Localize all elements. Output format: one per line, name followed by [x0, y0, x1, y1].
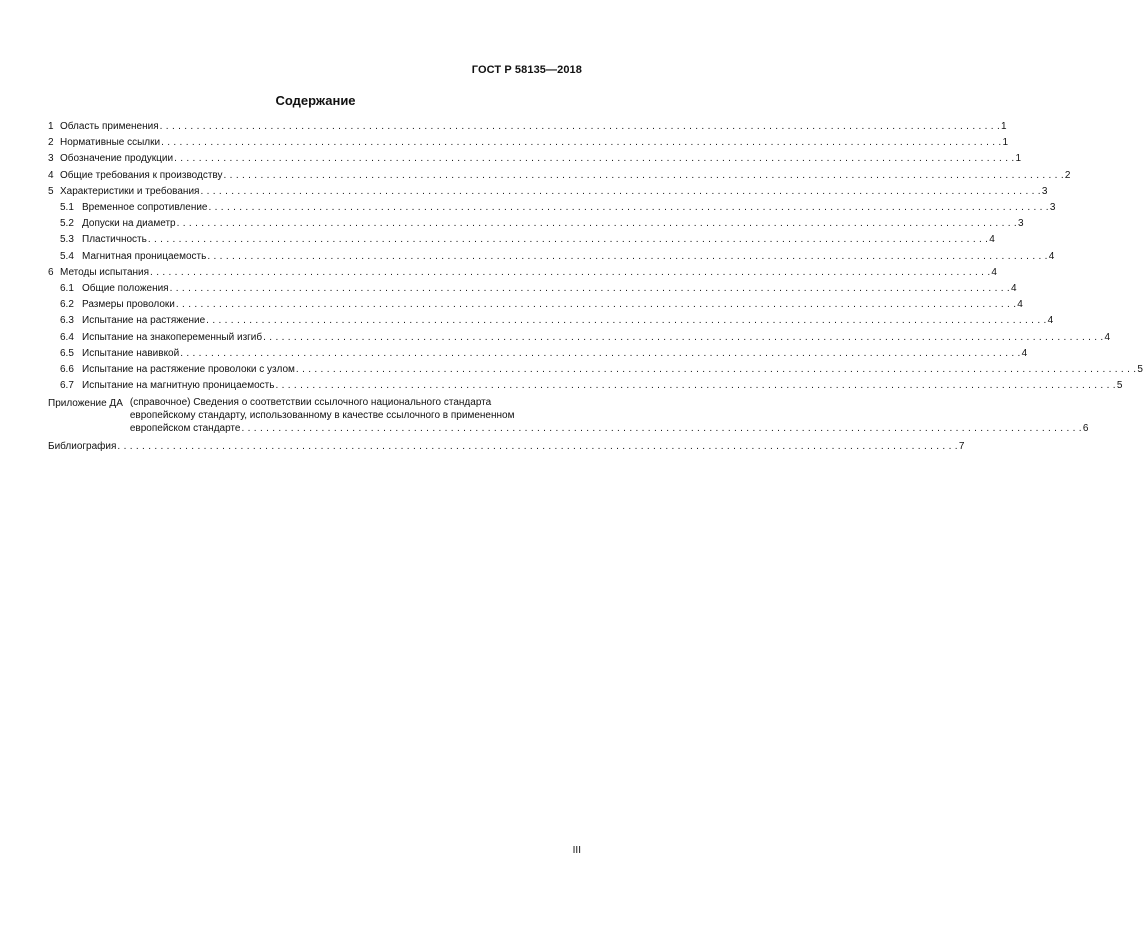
- toc-entry-number: 5.1: [60, 202, 74, 214]
- toc-entry-label: Библиография: [48, 441, 117, 453]
- toc-entry-page: 4: [1010, 283, 1017, 295]
- toc-entry-page: 3: [1017, 218, 1024, 230]
- dot-leader: [161, 135, 1001, 151]
- appendix-prefix: Приложение ДА: [48, 398, 123, 410]
- toc-entry-label: Пластичность: [82, 234, 147, 246]
- document-code: ГОСТ Р 58135—2018: [471, 64, 582, 76]
- toc-entry[interactable]: [48, 184, 1048, 200]
- dot-leader: [176, 297, 1016, 313]
- toc-entry-label: Испытание на знакопеременный изгиб: [82, 331, 263, 343]
- toc-entry-page: 4: [1048, 250, 1055, 262]
- toc-entry-number: 6.2: [60, 299, 74, 311]
- toc-appendix-entry[interactable]: [48, 396, 1089, 435]
- appendix-line: европейском стандарте: [129, 423, 241, 435]
- dot-leader: [207, 249, 1047, 265]
- dot-leader: [117, 439, 957, 455]
- toc-entry-page: 4: [1021, 347, 1028, 359]
- toc-entry-page: 1: [1002, 137, 1009, 149]
- toc-subentry[interactable]: [48, 216, 1024, 232]
- toc-entry-number: 3: [48, 153, 54, 165]
- toc-subentry[interactable]: [48, 330, 1111, 346]
- dot-leader: [208, 200, 1048, 216]
- toc-entry-label: Нормативные ссылки: [60, 137, 161, 149]
- toc-entry-label: Испытание навивкой: [82, 347, 180, 359]
- toc-entry-number: 4: [48, 169, 54, 181]
- toc-entry-page: 4: [1104, 331, 1111, 343]
- toc-entry-number: 2: [48, 137, 54, 149]
- dot-leader: [263, 330, 1103, 346]
- appendix-line: (справочное) Сведения о соответствии ссылочного национального стандарта: [129, 397, 492, 409]
- dot-leader: [275, 378, 1115, 394]
- toc-entry-label: Испытание на растяжение: [82, 315, 206, 327]
- dot-leader: [160, 119, 1000, 135]
- dot-leader: [150, 265, 990, 281]
- page-number: III: [572, 845, 581, 856]
- toc-subentry[interactable]: [48, 200, 1056, 216]
- table-of-contents: [48, 119, 1143, 456]
- toc-entry-number: 6.6: [60, 364, 74, 376]
- toc-entry-label: Обозначение продукции: [60, 153, 174, 165]
- dot-leader: [206, 313, 1046, 329]
- toc-entry-label: Магнитная проницаемость: [82, 250, 207, 262]
- toc-entry-label: Допуски на диаметр: [82, 218, 176, 230]
- toc-entry-number: 6.3: [60, 315, 74, 327]
- toc-subentry[interactable]: [48, 297, 1023, 313]
- toc-entry-label: Общие положения: [82, 283, 169, 295]
- toc-title: Содержание: [275, 93, 356, 108]
- toc-entry-page: 6: [1082, 423, 1089, 435]
- toc-entry-page: 2: [1064, 169, 1071, 181]
- toc-subentry[interactable]: [48, 232, 995, 248]
- toc-entry-number: 5: [48, 185, 54, 197]
- dot-leader: [148, 232, 988, 248]
- toc-entry-number: 5.2: [60, 218, 74, 230]
- toc-entry-number: 5.3: [60, 234, 74, 246]
- dot-leader: [200, 184, 1040, 200]
- toc-entry-label: Испытание на растяжение проволоки с узлом: [82, 364, 295, 376]
- toc-entry-number: 6.4: [60, 331, 74, 343]
- toc-entry-number: 5.4: [60, 250, 74, 262]
- toc-subentry[interactable]: [48, 378, 1123, 394]
- dot-leader: [170, 281, 1010, 297]
- toc-entry-number: 6.7: [60, 380, 74, 392]
- dot-leader: [180, 346, 1020, 362]
- toc-entry-page: 5: [1137, 364, 1143, 376]
- toc-bibliography-entry[interactable]: [48, 439, 965, 455]
- toc-entry-page: 5: [1116, 380, 1123, 392]
- toc-entry-page: 4: [1047, 315, 1054, 327]
- appendix-line: европейскому стандарту, использованному в качестве ссылочного в примененном: [129, 410, 515, 422]
- toc-entry-page: 7: [958, 441, 965, 453]
- dot-leader: [241, 422, 1081, 435]
- toc-entry-page: 4: [989, 234, 995, 246]
- toc-entry[interactable]: [48, 168, 1071, 184]
- toc-entry-number: 6.1: [60, 283, 74, 295]
- toc-entry-page: 3: [1041, 185, 1048, 197]
- dot-leader: [174, 151, 1014, 167]
- toc-entry-label: Общие требования к производству: [60, 169, 223, 181]
- toc-entry-label: Методы испытания: [60, 266, 150, 278]
- toc-entry-number: 6: [48, 266, 54, 278]
- toc-subentry[interactable]: [48, 362, 1143, 378]
- toc-entry[interactable]: [48, 135, 1009, 151]
- dot-leader: [177, 216, 1017, 232]
- toc-entry-page: 4: [1017, 299, 1023, 311]
- toc-subentry[interactable]: [48, 313, 1054, 329]
- appendix-body: [130, 396, 1089, 435]
- toc-entry-label: Временное сопротивление: [82, 202, 208, 214]
- toc-entry-page: 1: [1001, 121, 1007, 132]
- toc-entry-label: Характеристики и требования: [60, 185, 200, 197]
- toc-entry[interactable]: [48, 119, 1007, 135]
- toc-entry-label: Испытание на магнитную проницаемость: [82, 380, 275, 392]
- dot-leader: [224, 168, 1064, 184]
- toc-entry-label: Размеры проволоки: [82, 299, 175, 311]
- toc-entry-number: 1: [48, 121, 54, 132]
- toc-entry-page: 4: [991, 266, 997, 278]
- toc-entry-page: 3: [1049, 202, 1056, 214]
- toc-subentry[interactable]: [48, 249, 1055, 265]
- toc-entry-number: 6.5: [60, 347, 74, 359]
- toc-subentry[interactable]: [48, 346, 1028, 362]
- dot-leader: [296, 362, 1136, 378]
- appendix-last-line: [130, 422, 1089, 435]
- toc-subentry[interactable]: [48, 281, 1017, 297]
- toc-entry-page: 1: [1015, 153, 1022, 165]
- toc-entry[interactable]: [48, 265, 997, 281]
- toc-entry[interactable]: [48, 151, 1022, 167]
- toc-entry-label: Область применения: [60, 121, 159, 132]
